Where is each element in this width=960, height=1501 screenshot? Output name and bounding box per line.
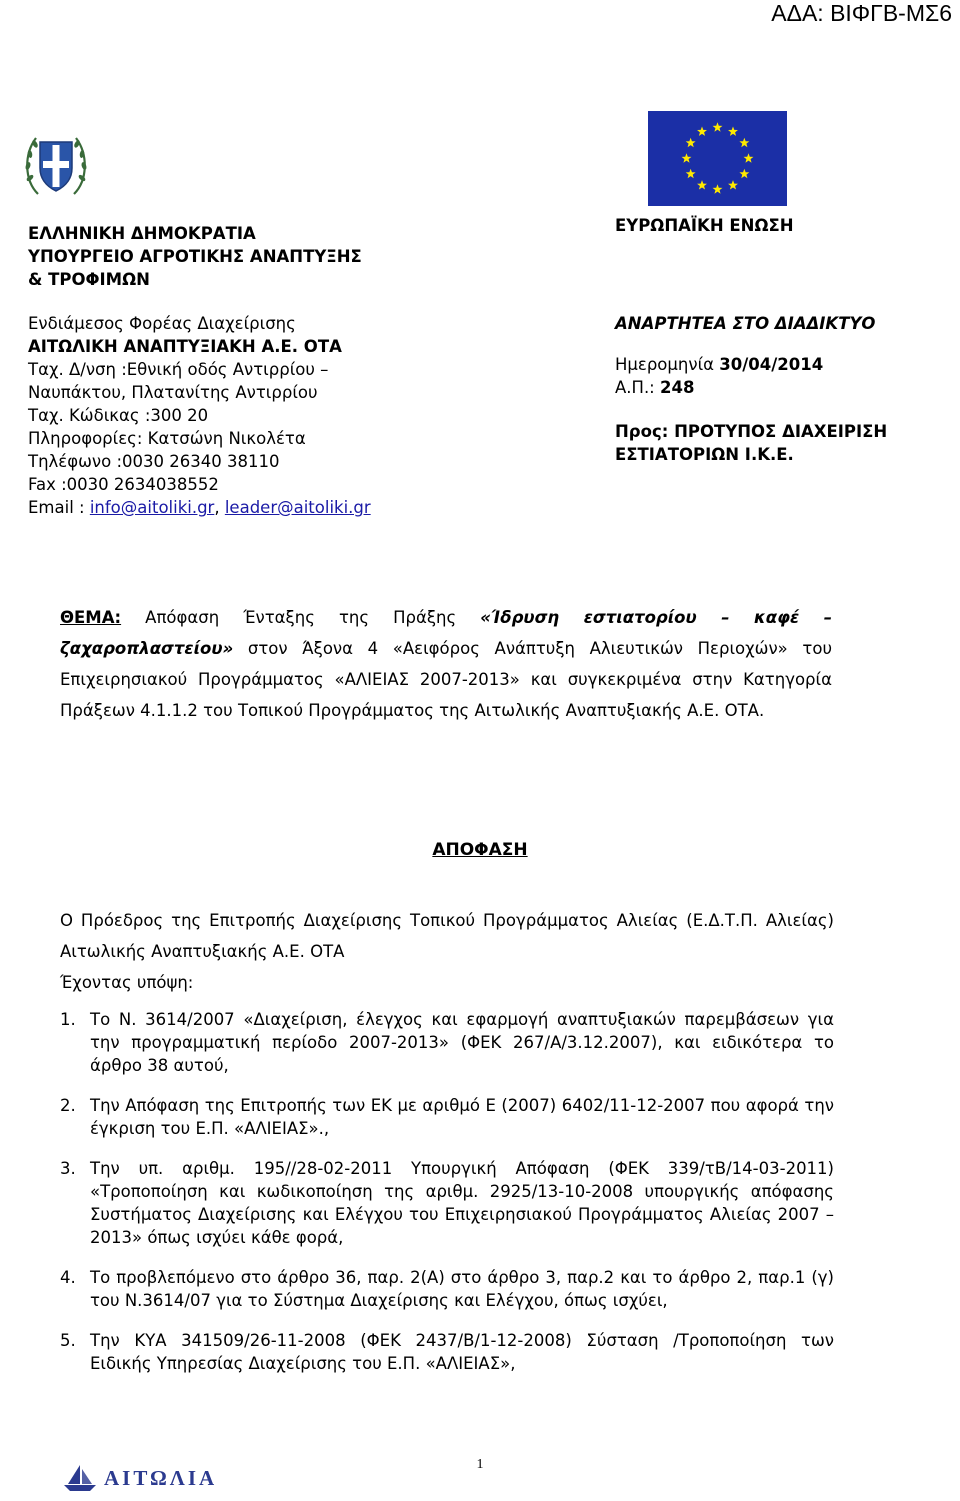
email-link-leader[interactable]: leader@aitoliki.gr	[224, 498, 371, 517]
subject-paragraph	[60, 602, 832, 726]
item-number: 5.	[60, 1331, 76, 1350]
sender-block	[28, 222, 548, 519]
address-line: Ναυπάκτου, Πλατανίτης Αντιρρίου	[28, 383, 318, 402]
item-text: Την ΚΥΑ 341509/26-11-2008 (ΦΕΚ 2437/Β/1-12-2008) Σύσταση /Τροποποίηση των Ειδικής Υπηρεσίας Διαχείρισης του Ε.Π. «ΑΛΙΕΙΑΣ»,	[90, 1331, 834, 1373]
email-line	[28, 496, 548, 519]
footer-logo	[60, 1463, 217, 1493]
footer-brand: ΑΙΤΩΛΙΑ	[104, 1465, 218, 1490]
email-link-info[interactable]: info@aitoliki.gr	[89, 498, 215, 517]
body-line: Ενδιάμεσος Φορέας Διαχείρισης	[28, 314, 296, 333]
item-number: 3.	[60, 1159, 76, 1178]
list-item	[60, 1329, 834, 1375]
page-number: 1	[476, 1457, 484, 1472]
org-line: ΥΠΟΥΡΓΕΙΟ ΑΓΡΟΤΙΚΗΣ ΑΝΑΠΤΥΞΗΣ	[28, 247, 362, 266]
list-item	[60, 1266, 834, 1312]
intro-paragraph: Ο Πρόεδρος της Επιτροπής Διαχείρισης Τοπικού Προγράμματος Αλιείας (Ε.Δ.Τ.Π. Αλιείας) Αιτωλικής Αναπτυξιακής Α.Ε. ΟΤΑ	[60, 911, 834, 961]
item-number: 1.	[60, 1010, 76, 1029]
org-line: ΕΛΛΗΝΙΚΗ ΔΗΜΟΚΡΑΤΙΑ	[28, 224, 256, 243]
org-line: & ΤΡΟΦΙΜΩΝ	[28, 270, 150, 289]
intro-block	[60, 905, 834, 998]
email-separator: ,	[214, 498, 225, 517]
date-label: Ημερομηνία	[615, 355, 720, 374]
subject-text: Απόφαση Ένταξης της Πράξης	[121, 608, 481, 627]
list-item	[60, 1008, 834, 1077]
protocol-label: Α.Π.:	[615, 378, 660, 397]
greek-coat-of-arms-icon	[22, 128, 90, 200]
item-number: 4.	[60, 1268, 76, 1287]
body-line: ΑΙΤΩΛΙΚΗ ΑΝΑΠΤΥΞΙΑΚΗ Α.Ε. ΟΤΑ	[28, 337, 342, 356]
date-value: 30/04/2014	[719, 355, 824, 374]
protocol-line	[615, 376, 960, 399]
item-text: Το προβλεπόμενο στο άρθρο 36, παρ. 2(Α) στο άρθρο 3, παρ.2 και το άρθρο 2, παρ.1 (γ) του Ν.3614/07 για το Σύστημα Διαχείρισης και Ελέγχου, όπως ισχύει,	[90, 1268, 834, 1310]
phone: Τηλέφωνο :0030 26340 38110	[28, 452, 280, 471]
item-text: Την υπ. αριθμ. 195//28-02-2011 Υπουργική Απόφαση (ΦΕΚ 339/τΒ/14-03-2011) «Τροποποίηση και κωδικοποίηση της αριθμ. 2925/13-10-2008 υπουργικής απόφασης Συστήματος Διαχείρισης και Ελέγχου του Επιχειρησιακού Προγράμματος Αλιείας 2007 – 2013» όπως ισχύει κάθε φορά,	[90, 1159, 834, 1247]
protocol-value: 248	[660, 378, 695, 397]
subject-text: στον Άξονα 4 «Αειφόρος Ανάπτυξη Αλιευτικών Περιοχών» του Επιχειρησιακού Προγράμματος «ΑΛΙΕΙΑΣ 2007-2013» και συγκεκριμένα στην Κατηγορία Πράξεων 4.1.1.2 του Τοπικού Προγράμματος της Αιτωλικής Αναπτυξιακής Α.Ε. ΟΤΑ.	[60, 639, 832, 720]
postcode: Ταχ. Κώδικας :300 20	[28, 406, 209, 425]
item-text: Την Απόφαση της Επιτροπής των ΕΚ με αριθμό Ε (2007) 6402/11-12-2007 που αφορά την έγκριση του Ε.Π. «ΑΛΙΕΙΑΣ».,	[90, 1096, 834, 1138]
considering-label: Έχοντας υπόψη:	[60, 973, 194, 992]
item-text: Το Ν. 3614/2007 «Διαχείριση, έλεγχος και εφαρμογή αναπτυξιακών παρεμβάσεων για την προγραμματική περίοδο 2007-2013» (ΦΕΚ 267/Α/3.12.2007), και ειδικότερα το άρθρο 38 αυτού,	[90, 1010, 834, 1075]
recipient-line: Προς: ΠΡΟΤΥΠΟΣ ΔΙΑΧΕΙΡΙΣΗ	[615, 422, 888, 441]
ada-code: ΑΔΑ: ΒΙΦΓΒ-ΜΣ6	[771, 0, 952, 26]
subject-label: ΘΕΜΑ:	[60, 608, 122, 627]
list-item	[60, 1094, 834, 1140]
eu-flag-icon	[648, 111, 787, 206]
project-title: «Ίδρυση εστιατορίου – καφέ – ζαχαροπλαστείου»	[60, 608, 832, 658]
list-item	[60, 1157, 834, 1249]
decision-heading: ΑΠΟΦΑΣΗ	[432, 840, 528, 860]
eu-label: ΕΥΡΩΠΑΪΚΗ ΕΝΩΣΗ	[615, 216, 794, 235]
info-contact: Πληροφορίες: Κατσώνη Νικολέτα	[28, 429, 306, 448]
address-line: Ταχ. Δ/νση :Εθνική οδός Αντιρρίου –	[28, 360, 329, 379]
boat-icon	[60, 1463, 100, 1493]
email-label: Email :	[28, 498, 90, 517]
posting-notice: ΑΝΑΡΤΗΤΕΑ ΣΤΟ ΔΙΑΔΙΚΤΥΟ	[615, 314, 876, 333]
considerations-list	[60, 1008, 834, 1392]
fax: Fax :0030 2634038552	[28, 475, 219, 494]
recipient-block	[615, 214, 960, 466]
recipient-line: ΕΣΤΙΑΤΟΡΙΩΝ Ι.Κ.Ε.	[615, 445, 794, 464]
date-line	[615, 353, 960, 376]
item-number: 2.	[60, 1096, 76, 1115]
